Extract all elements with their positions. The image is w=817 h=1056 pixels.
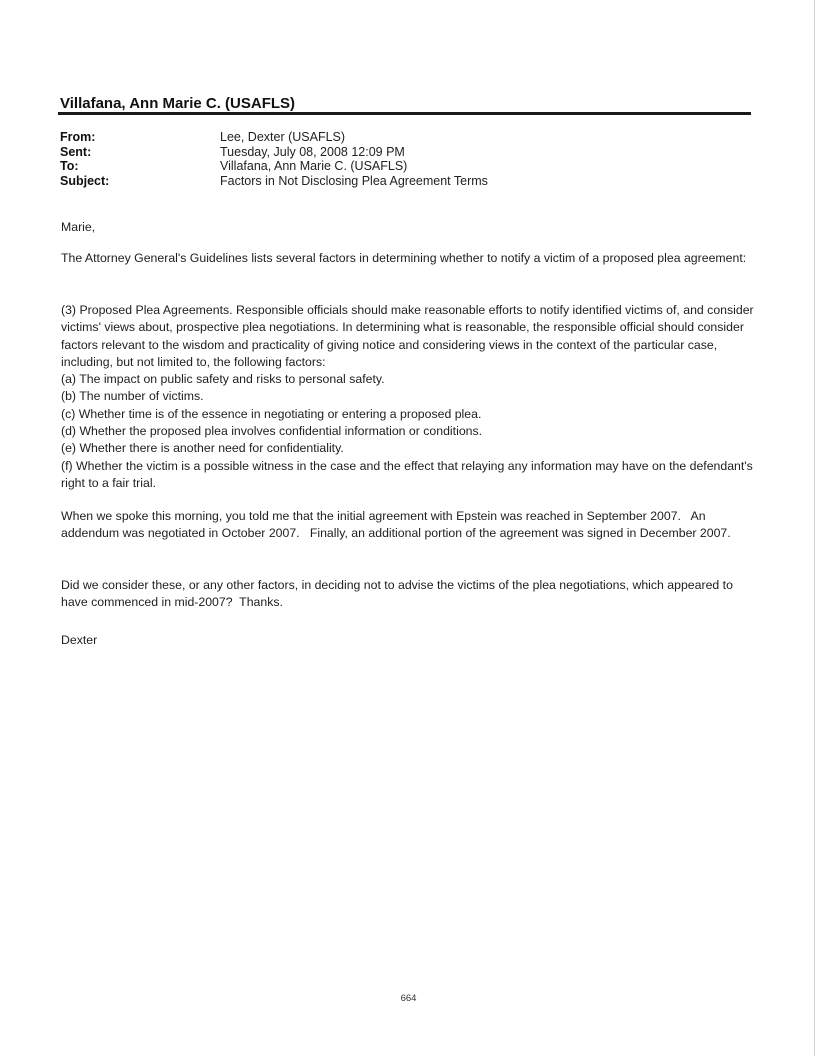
factor-item: (e) Whether there is another need for confidentiality. xyxy=(61,441,344,456)
sent-value: Tuesday, July 08, 2008 12:09 PM xyxy=(220,144,405,159)
timeline-text: When we spoke this morning, you told me that the initial agreement with Epstein was reached in September 2007. An addendum was negotiated in October 2007. Finally, an additional portion of the agreement was signed in December 2007. xyxy=(61,509,731,541)
header-divider xyxy=(58,112,751,115)
factor-item: (d) Whether the proposed plea involves confidential information or conditions. xyxy=(61,424,483,439)
sent-row xyxy=(60,145,488,160)
factor-item: (c) Whether time is of the essence in negotiating or entering a proposed plea. xyxy=(61,406,482,421)
mailbox-owner-name: Villafana, Ann Marie C. (USAFLS) xyxy=(60,95,296,112)
signoff xyxy=(61,632,761,649)
greeting-text: Marie, xyxy=(61,220,96,234)
to-value: Villafana, Ann Marie C. (USAFLS) xyxy=(220,159,408,173)
email-header xyxy=(60,130,488,188)
page-number: 664 xyxy=(400,993,417,1004)
subject-row xyxy=(60,174,488,189)
subject-value: Factors in Not Disclosing Plea Agreement Terms xyxy=(220,173,488,188)
guideline-paragraph: (3) Proposed Plea Agreements. Responsible officials should make reasonable efforts to notify identified victims of, and consider victims' views about, prospective plea negotiations. In determining what is reasonable, the responsible official should consider factors relevant to the wisdom and practicality of giving notice and considering views in the context of the particular case, including, but not limited to, the following factors: xyxy=(61,303,754,369)
from-value: Lee, Dexter (USAFLS) xyxy=(220,130,346,144)
guideline-section xyxy=(61,302,761,492)
signoff-text: Dexter xyxy=(61,633,98,647)
factor-item: (a) The impact on public safety and risks to personal safety. xyxy=(61,372,385,387)
intro-paragraph xyxy=(61,250,761,267)
question-paragraph xyxy=(61,577,761,612)
from-label: From: xyxy=(60,130,96,144)
from-row xyxy=(60,130,488,145)
to-label: To: xyxy=(60,159,79,173)
question-text: Did we consider these, or any other factors, in deciding not to advise the victims of the plea negotiations, which appeared to have commenced in mid-2007? Thanks. xyxy=(61,578,737,610)
factor-item: (f) Whether the victim is a possible witness in the case and the effect that relaying any information may have on the defendant's right to a fair trial. xyxy=(61,458,753,490)
scan-edge xyxy=(814,0,815,1056)
intro-text: The Attorney General's Guidelines lists several factors in determining whether to notify a victim of a proposed plea agreement: xyxy=(61,251,747,265)
timeline-paragraph xyxy=(61,508,761,543)
greeting xyxy=(61,219,761,236)
to-row xyxy=(60,159,488,174)
subject-label: Subject: xyxy=(60,173,110,188)
factor-item: (b) The number of victims. xyxy=(61,389,204,404)
sent-label: Sent: xyxy=(60,144,92,159)
